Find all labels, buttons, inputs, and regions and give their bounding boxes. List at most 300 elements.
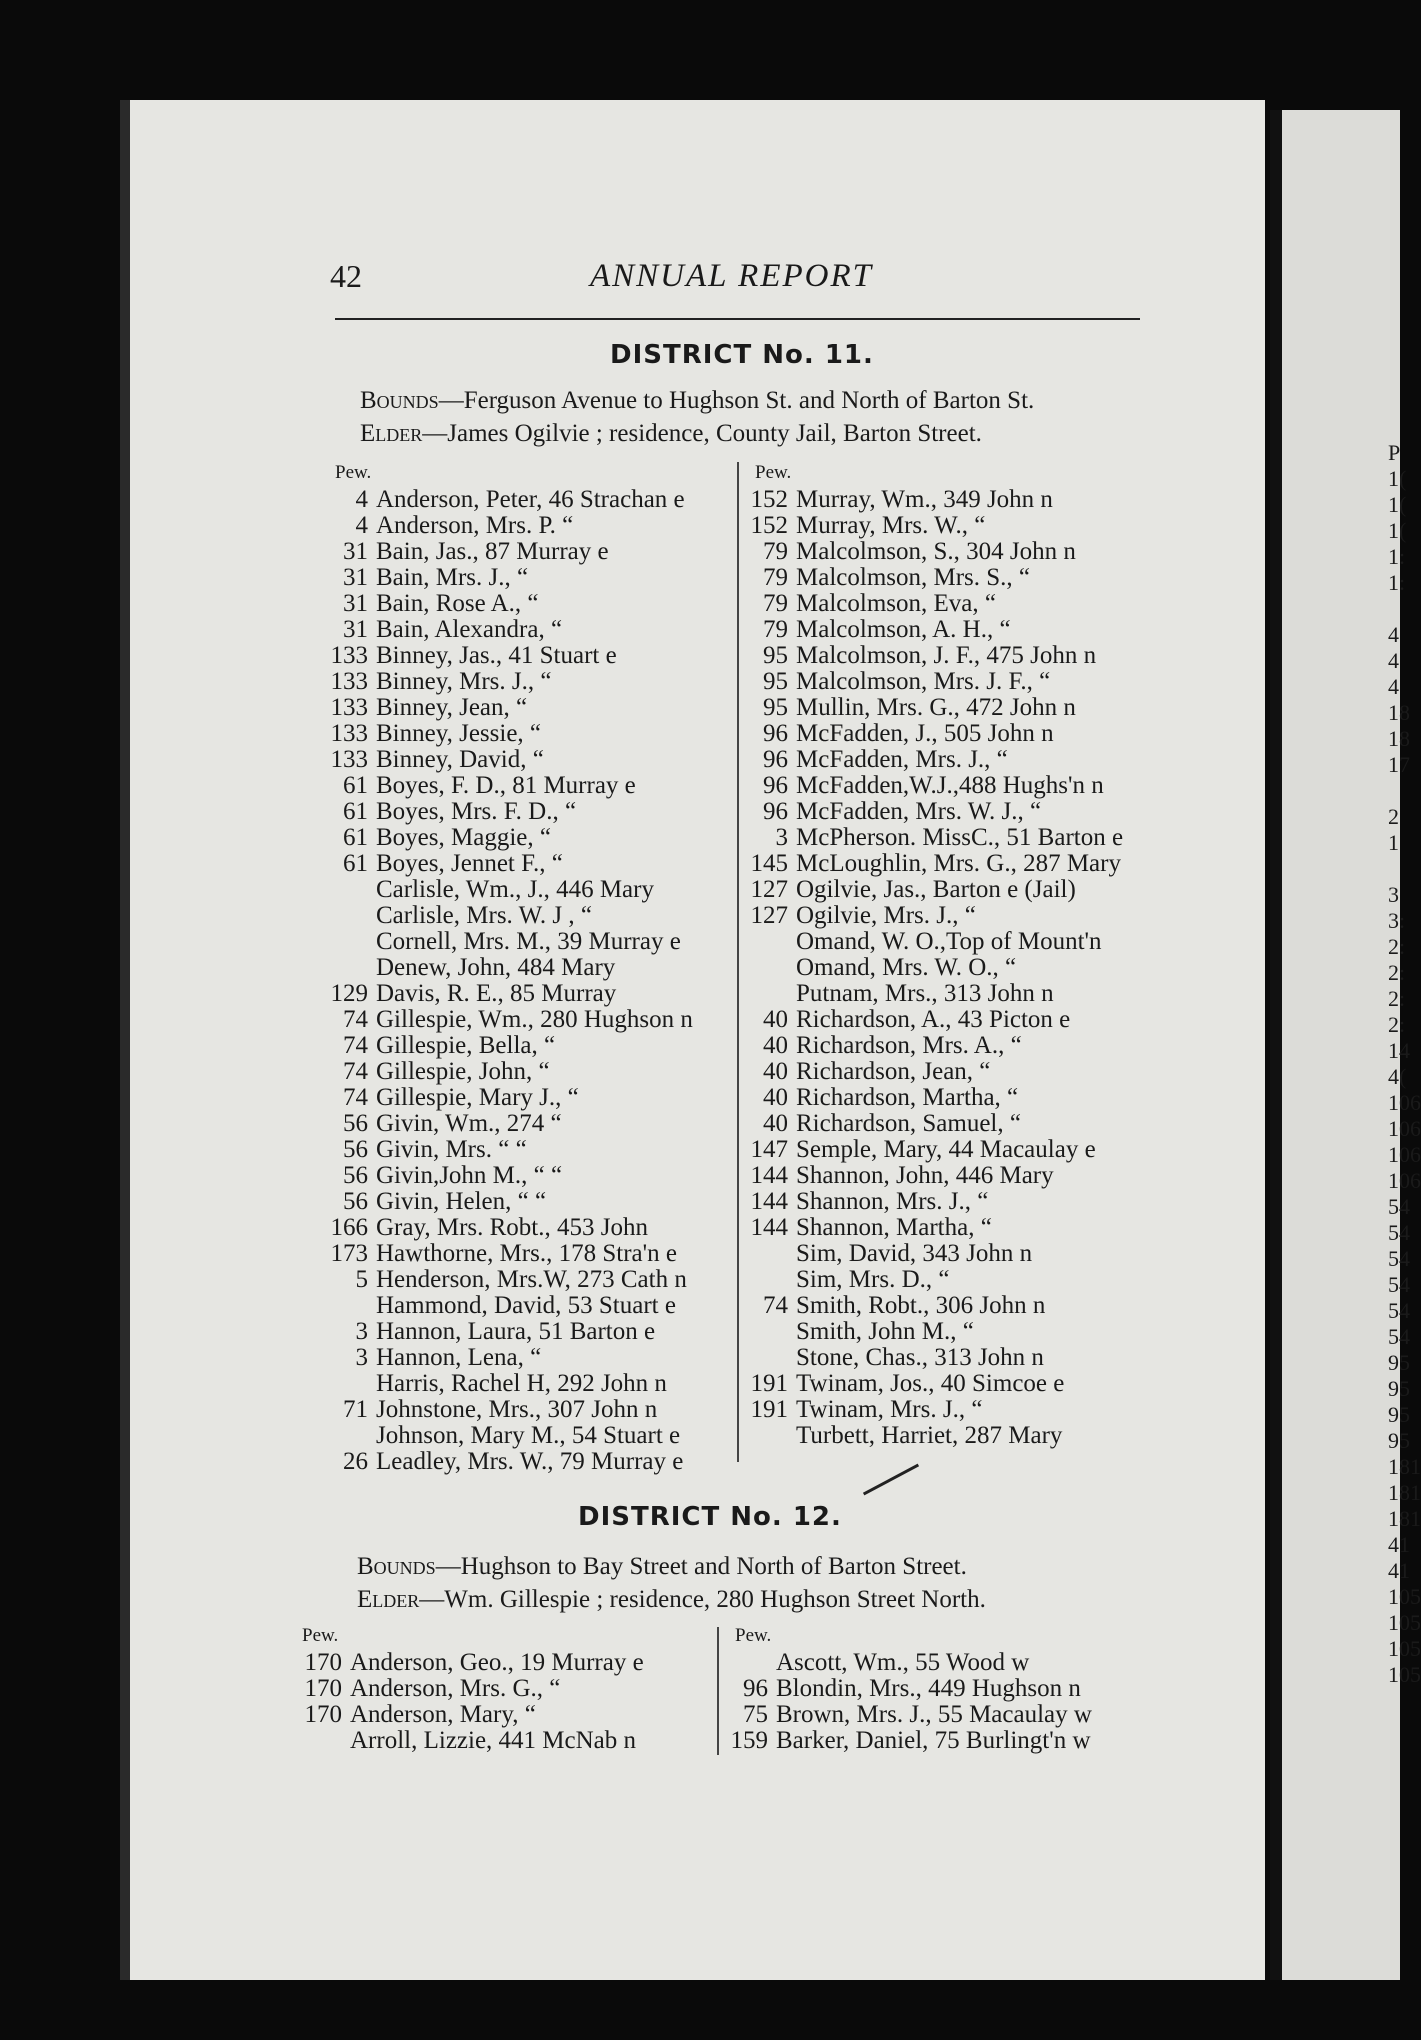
- member-entry: McFadden, J., 505 John n: [796, 720, 1054, 747]
- member-entry: Richardson, Martha, “: [796, 1084, 1019, 1111]
- district-12-title: DISTRICT No. 12.: [578, 1502, 842, 1532]
- member-entry: Cornell, Mrs. M., 39 Murray e: [376, 928, 681, 955]
- list-item: [320, 929, 681, 955]
- list-item: [740, 981, 1054, 1007]
- pew-number: 74: [343, 1058, 368, 1085]
- list-item: [294, 1702, 536, 1728]
- list-item: [320, 903, 592, 929]
- member-entry: Hannon, Laura, 51 Barton e: [376, 1318, 656, 1345]
- pew-number: 61: [343, 798, 368, 825]
- facing-page-fragment: 1(: [1388, 518, 1407, 543]
- facing-page-fragment: 95: [1388, 1402, 1410, 1427]
- member-entry: Richardson, Mrs. A., “: [796, 1032, 1022, 1059]
- pew-number: 145: [750, 850, 788, 877]
- list-item: [740, 1007, 1070, 1033]
- list-item: [740, 1397, 982, 1423]
- pew-number: 71: [343, 1396, 368, 1423]
- list-item: [320, 643, 617, 669]
- pew-number: 159: [730, 1727, 768, 1754]
- list-item: [740, 929, 1102, 955]
- pew-number: 170: [304, 1701, 342, 1728]
- list-item: [740, 669, 1050, 695]
- facing-page-fragment: 54: [1388, 1272, 1410, 1297]
- facing-page-fragment: 106: [1388, 1116, 1421, 1141]
- member-entry: Johnson, Mary M., 54 Stuart e: [376, 1422, 681, 1449]
- list-item: [320, 617, 562, 643]
- list-item: [320, 591, 539, 617]
- member-entry: Anderson, Mrs. G., “: [350, 1675, 561, 1702]
- list-item: [294, 1728, 636, 1754]
- facing-page-fragment: 95: [1388, 1350, 1410, 1375]
- facing-page-fragment: 106: [1388, 1168, 1421, 1193]
- member-entry: Stone, Chas., 313 John n: [796, 1344, 1044, 1371]
- pew-number: 191: [750, 1396, 788, 1423]
- column-divider: [717, 1627, 719, 1755]
- list-item: [320, 1293, 676, 1319]
- member-entry: Brown, Mrs. J., 55 Macaulay w: [776, 1701, 1092, 1728]
- pew-number: 31: [343, 538, 368, 565]
- member-entry: Gillespie, Wm., 280 Hughson n: [376, 1006, 693, 1033]
- bounds-label: Bounds: [357, 1553, 436, 1580]
- pew-number: 26: [343, 1448, 368, 1475]
- facing-page-fragment: 3: [1388, 882, 1399, 907]
- elder-text: —James Ogilvie ; residence, County Jail, Barton Street.: [422, 420, 982, 447]
- facing-page: [1282, 110, 1400, 1980]
- list-item: [740, 1137, 1096, 1163]
- member-entry: Givin, Wm., 274 “: [376, 1110, 562, 1137]
- bounds-text: —Hughson to Bay Street and North of Barton Street.: [435, 1553, 967, 1580]
- facing-page-fragment: 2:: [1388, 1012, 1406, 1037]
- running-head: ANNUAL REPORT: [590, 258, 873, 294]
- list-item: [320, 1163, 562, 1189]
- facing-page-fragment: 1:: [1388, 570, 1406, 595]
- list-item: [740, 1345, 1044, 1371]
- page-number: 42: [330, 258, 362, 294]
- member-entry: Malcolmson, S., 304 John n: [796, 538, 1076, 565]
- member-entry: Bain, Jas., 87 Murray e: [376, 538, 609, 565]
- list-item: [740, 1319, 974, 1345]
- member-entry: Murray, Wm., 349 John n: [796, 486, 1053, 513]
- list-item: [320, 851, 563, 877]
- facing-page-fragment: 1(: [1388, 466, 1407, 491]
- list-item: [320, 1189, 546, 1215]
- pew-number: 144: [750, 1162, 788, 1189]
- facing-page-fragment: 181: [1388, 1454, 1421, 1479]
- pew-number: 79: [763, 564, 788, 591]
- list-item: [320, 1371, 667, 1397]
- pew-number: 56: [343, 1110, 368, 1137]
- member-entry: Sim, Mrs. D., “: [796, 1266, 950, 1293]
- list-item: [740, 1085, 1018, 1111]
- facing-page-fragment: 54: [1388, 1194, 1410, 1219]
- member-entry: Johnstone, Mrs., 307 John n: [376, 1396, 658, 1423]
- facing-page-fragment: 2:: [1388, 934, 1406, 959]
- elder-label: Elder: [357, 1586, 420, 1613]
- pew-number: 96: [763, 746, 788, 773]
- facing-page-fragment: 4: [1388, 648, 1399, 673]
- facing-page-fragment: 2: [1388, 804, 1399, 829]
- member-entry: Richardson, Jean, “: [796, 1058, 991, 1085]
- list-item: [320, 1397, 657, 1423]
- member-entry: Denew, John, 484 Mary: [376, 954, 616, 981]
- member-entry: Omand, Mrs. W. O., “: [796, 954, 1017, 981]
- pew-number: 96: [763, 720, 788, 747]
- member-entry: Omand, W. O.,Top of Mount'n: [796, 928, 1102, 955]
- list-item: [740, 591, 996, 617]
- list-item: [320, 539, 609, 565]
- facing-page-fragment: 1(: [1388, 492, 1407, 517]
- list-item: [740, 1241, 1032, 1267]
- book-gutter: [1270, 110, 1282, 1980]
- member-entry: Gillespie, John, “: [376, 1058, 550, 1085]
- member-entry: Gillespie, Mary J., “: [376, 1084, 579, 1111]
- pew-number: 75: [743, 1701, 768, 1728]
- list-item: [320, 1215, 648, 1241]
- list-item: [320, 513, 573, 539]
- list-item: [740, 1371, 1064, 1397]
- list-item: [320, 773, 636, 799]
- member-entry: Smith, John M., “: [796, 1318, 974, 1345]
- pew-number: 3: [355, 1344, 368, 1371]
- member-entry: Ascott, Wm., 55 Wood w: [776, 1649, 1030, 1676]
- facing-page-fragment: 105: [1388, 1636, 1421, 1661]
- list-item: [320, 955, 615, 981]
- pew-number: 152: [750, 512, 788, 539]
- list-item: [740, 1293, 1045, 1319]
- facing-page-fragment: 106: [1388, 1090, 1421, 1115]
- list-item: [740, 1267, 949, 1293]
- member-entry: Boyes, Mrs. F. D., “: [376, 798, 577, 825]
- list-item: [320, 1007, 693, 1033]
- district-11-title: DISTRICT No. 11.: [610, 340, 874, 370]
- facing-page-fragment: 54: [1388, 1324, 1410, 1349]
- pew-number: 133: [330, 720, 368, 747]
- list-item: [740, 825, 1123, 851]
- list-item: [740, 799, 1041, 825]
- member-entry: Sim, David, 343 John n: [796, 1240, 1033, 1267]
- facing-page-fragment: 41: [1388, 1532, 1410, 1557]
- member-entry: Semple, Mary, 44 Macaulay e: [796, 1136, 1096, 1163]
- list-item: [320, 487, 685, 513]
- facing-page-fragment: 41: [1388, 1558, 1410, 1583]
- pew-number: 74: [343, 1084, 368, 1111]
- member-entry: Anderson, Peter, 46 Strachan e: [376, 486, 685, 513]
- list-item: [740, 877, 1076, 903]
- pew-number: 96: [743, 1675, 768, 1702]
- pew-number: 61: [343, 850, 368, 877]
- member-entry: Hannon, Lena, “: [376, 1344, 542, 1371]
- pew-number: 31: [343, 564, 368, 591]
- pew-number: 40: [763, 1084, 788, 1111]
- pew-number: 40: [763, 1110, 788, 1137]
- pew-number: 61: [343, 824, 368, 851]
- pew-number: 5: [355, 1266, 368, 1293]
- pew-number: 56: [343, 1136, 368, 1163]
- member-entry: Malcolmson, Mrs. S., “: [796, 564, 1031, 591]
- member-entry: Hawthorne, Mrs., 178 Stra'n e: [376, 1240, 677, 1267]
- pew-number: 133: [330, 746, 368, 773]
- facing-page-fragment: 4: [1388, 674, 1399, 699]
- pew-number: 147: [750, 1136, 788, 1163]
- member-entry: Bain, Mrs. J., “: [376, 564, 529, 591]
- member-entry: McFadden, Mrs. J., “: [796, 746, 1008, 773]
- member-entry: Ogilvie, Mrs. J., “: [796, 902, 976, 929]
- member-entry: Shannon, John, 446 Mary: [796, 1162, 1054, 1189]
- list-item: [320, 1319, 655, 1345]
- district-11-bounds: [360, 387, 1034, 415]
- member-entry: Davis, R. E., 85 Murray: [376, 980, 617, 1007]
- pew-number: 144: [750, 1188, 788, 1215]
- pew-header-right: Pew.: [755, 462, 792, 483]
- list-item: [320, 1345, 541, 1371]
- member-entry: Binney, Jean, “: [376, 694, 528, 721]
- list-item: [294, 1650, 644, 1676]
- pew-number: 133: [330, 668, 368, 695]
- member-entry: Bain, Rose A., “: [376, 590, 539, 617]
- facing-page-fragment: 95: [1388, 1428, 1410, 1453]
- facing-page-fragment: 1:: [1388, 544, 1406, 569]
- member-entry: Hammond, David, 53 Stuart e: [376, 1292, 676, 1319]
- member-entry: Malcolmson, Eva, “: [796, 590, 996, 617]
- member-entry: Twinam, Mrs. J., “: [796, 1396, 983, 1423]
- list-item: [740, 617, 1011, 643]
- pew-number: 31: [343, 590, 368, 617]
- pew-number: 152: [750, 486, 788, 513]
- list-item: [740, 721, 1054, 747]
- member-entry: Turbett, Harriet, 287 Mary: [796, 1422, 1063, 1449]
- pew-number: 96: [763, 798, 788, 825]
- list-item: [740, 903, 976, 929]
- member-entry: Anderson, Geo., 19 Murray e: [350, 1649, 644, 1676]
- pew-number: 173: [330, 1240, 368, 1267]
- list-item: [740, 773, 1104, 799]
- list-item: [720, 1728, 1091, 1754]
- book-page: [120, 100, 1265, 1980]
- pew-number: 166: [330, 1214, 368, 1241]
- pew-number: 95: [763, 694, 788, 721]
- member-entry: Harris, Rachel H, 292 John n: [376, 1370, 667, 1397]
- pew-number: 127: [750, 876, 788, 903]
- pew-number: 56: [343, 1162, 368, 1189]
- member-entry: Leadley, Mrs. W., 79 Murray e: [376, 1448, 684, 1475]
- member-entry: Malcolmson, J. F., 475 John n: [796, 642, 1097, 669]
- list-item: [320, 825, 551, 851]
- list-item: [320, 1137, 527, 1163]
- member-entry: Malcolmson, A. H., “: [796, 616, 1011, 643]
- list-item: [740, 513, 985, 539]
- pew-number: 61: [343, 772, 368, 799]
- elder-label: Elder: [360, 420, 423, 447]
- list-item: [320, 1423, 680, 1449]
- facing-page-fragment: 3:: [1388, 908, 1406, 933]
- pew-number: 79: [763, 538, 788, 565]
- facing-page-fragment: 181: [1388, 1480, 1421, 1505]
- member-entry: Anderson, Mary, “: [350, 1701, 536, 1728]
- pew-number: 133: [330, 694, 368, 721]
- pew-header-left: Pew.: [302, 1625, 339, 1646]
- elder-text: —Wm. Gillespie ; residence, 280 Hughson Street North.: [419, 1586, 986, 1613]
- facing-page-fragment: 105: [1388, 1610, 1421, 1635]
- member-entry: Binney, Jessie, “: [376, 720, 542, 747]
- list-item: [320, 1033, 555, 1059]
- facing-page-fragment: 54: [1388, 1246, 1410, 1271]
- pew-number: 3: [355, 1318, 368, 1345]
- facing-page-fragment: 2:: [1388, 960, 1406, 985]
- list-item: [320, 981, 616, 1007]
- pew-header-left: Pew.: [335, 462, 372, 483]
- member-entry: Anderson, Mrs. P. “: [376, 512, 574, 539]
- list-item: [320, 1241, 677, 1267]
- member-entry: McFadden,W.J.,488 Hughs'n n: [796, 772, 1104, 799]
- list-item: [720, 1702, 1092, 1728]
- list-item: [320, 1449, 683, 1475]
- pew-header-right: Pew.: [735, 1625, 772, 1646]
- list-item: [740, 1033, 1022, 1059]
- member-entry: Arroll, Lizzie, 441 McNab n: [350, 1727, 637, 1754]
- facing-page-fragment: 105: [1388, 1584, 1421, 1609]
- pew-number: 96: [763, 772, 788, 799]
- header-rule: [335, 318, 1140, 320]
- facing-page-fragment: 106: [1388, 1142, 1421, 1167]
- member-entry: Binney, Mrs. J., “: [376, 668, 552, 695]
- member-entry: Binney, Jas., 41 Stuart e: [376, 642, 617, 669]
- facing-page-fragment: 1: [1388, 830, 1399, 855]
- member-entry: Malcolmson, Mrs. J. F., “: [796, 668, 1051, 695]
- member-entry: Henderson, Mrs.W, 273 Cath n: [376, 1266, 687, 1293]
- facing-page-fragment: 18: [1388, 726, 1410, 751]
- member-entry: Carlisle, Mrs. W. J , “: [376, 902, 592, 929]
- list-item: [740, 1189, 988, 1215]
- member-entry: Richardson, Samuel, “: [796, 1110, 1021, 1137]
- list-item: [740, 1059, 990, 1085]
- list-item: [320, 877, 654, 903]
- list-item: [320, 565, 528, 591]
- pew-number: 170: [304, 1649, 342, 1676]
- pew-number: 4: [355, 512, 368, 539]
- facing-page-fragment: 2:: [1388, 986, 1406, 1011]
- member-entry: Shannon, Mrs. J., “: [796, 1188, 989, 1215]
- list-item: [740, 1163, 1054, 1189]
- member-entry: McPherson. MissC., 51 Barton e: [796, 824, 1124, 851]
- member-entry: Gray, Mrs. Robt., 453 John: [376, 1214, 648, 1241]
- pew-number: 95: [763, 642, 788, 669]
- list-item: [740, 643, 1096, 669]
- facing-page-fragment: 54: [1388, 1298, 1410, 1323]
- member-entry: Mullin, Mrs. G., 472 John n: [796, 694, 1076, 721]
- pew-number: 191: [750, 1370, 788, 1397]
- pew-number: 79: [763, 590, 788, 617]
- list-item: [320, 1267, 687, 1293]
- facing-page-fragment: 4: [1388, 622, 1399, 647]
- pew-number: 4: [355, 486, 368, 513]
- list-item: [740, 565, 1030, 591]
- facing-page-fragment: 105: [1388, 1662, 1421, 1687]
- member-entry: Richardson, A., 43 Picton e: [796, 1006, 1071, 1033]
- facing-page-fragment: 95: [1388, 1376, 1410, 1401]
- facing-page-fragment: 17: [1388, 752, 1410, 777]
- bounds-label: Bounds: [360, 387, 439, 414]
- district-12-elder: [357, 1586, 986, 1614]
- member-entry: Gillespie, Bella, “: [376, 1032, 556, 1059]
- list-item: [720, 1650, 1029, 1676]
- list-item: [740, 747, 1008, 773]
- list-item: [320, 669, 551, 695]
- list-item: [740, 487, 1053, 513]
- list-item: [320, 747, 544, 773]
- district-12-bounds: [357, 1553, 967, 1581]
- member-entry: Shannon, Martha, “: [796, 1214, 992, 1241]
- member-entry: Bain, Alexandra, “: [376, 616, 563, 643]
- district-11-elder: [360, 420, 982, 448]
- member-entry: Binney, David, “: [376, 746, 544, 773]
- list-item: [320, 1059, 550, 1085]
- list-item: [320, 1111, 562, 1137]
- facing-page-fragment: 54: [1388, 1220, 1410, 1245]
- pew-number: 74: [343, 1006, 368, 1033]
- pew-number: 133: [330, 642, 368, 669]
- member-entry: Givin,John M., “ “: [376, 1162, 563, 1189]
- list-item: [320, 799, 576, 825]
- facing-page-fragment: 14: [1388, 1038, 1410, 1063]
- list-item: [720, 1676, 1081, 1702]
- list-item: [740, 955, 1016, 981]
- list-item: [740, 539, 1076, 565]
- member-entry: McLoughlin, Mrs. G., 287 Mary: [796, 850, 1121, 877]
- member-entry: Barker, Daniel, 75 Burlingt'n w: [776, 1727, 1091, 1754]
- member-entry: Murray, Mrs. W., “: [796, 512, 986, 539]
- pew-number: 129: [330, 980, 368, 1007]
- member-entry: Givin, Helen, “ “: [376, 1188, 547, 1215]
- list-item: [740, 695, 1076, 721]
- facing-page-fragment: 181: [1388, 1506, 1421, 1531]
- pew-number: 40: [763, 1006, 788, 1033]
- pew-number: 144: [750, 1214, 788, 1241]
- list-item: [294, 1676, 560, 1702]
- member-entry: Boyes, Maggie, “: [376, 824, 551, 851]
- pew-number: 31: [343, 616, 368, 643]
- member-entry: Boyes, F. D., 81 Murray e: [376, 772, 636, 799]
- member-entry: Putnam, Mrs., 313 John n: [796, 980, 1054, 1007]
- facing-page-fragment: 4(: [1388, 1064, 1407, 1089]
- facing-page-fragment: 18: [1388, 700, 1410, 725]
- list-item: [740, 1215, 992, 1241]
- pew-number: 40: [763, 1032, 788, 1059]
- list-item: [740, 1423, 1062, 1449]
- bounds-text: —Ferguson Avenue to Hughson St. and North of Barton St.: [438, 387, 1035, 414]
- list-item: [740, 851, 1121, 877]
- pew-number: 74: [763, 1292, 788, 1319]
- list-item: [320, 1085, 579, 1111]
- facing-page-fragment: P: [1388, 440, 1401, 465]
- pew-number: 74: [343, 1032, 368, 1059]
- pew-number: 3: [775, 824, 788, 851]
- list-item: [320, 721, 541, 747]
- pew-number: 95: [763, 668, 788, 695]
- member-entry: Carlisle, Wm., J., 446 Mary: [376, 876, 654, 903]
- pew-number: 170: [304, 1675, 342, 1702]
- list-item: [740, 1111, 1021, 1137]
- member-entry: Ogilvie, Jas., Barton e (Jail): [796, 876, 1076, 903]
- pew-number: 40: [763, 1058, 788, 1085]
- member-entry: Smith, Robt., 306 John n: [796, 1292, 1046, 1319]
- pew-number: 79: [763, 616, 788, 643]
- member-entry: Givin, Mrs. “ “: [376, 1136, 527, 1163]
- pew-number: 56: [343, 1188, 368, 1215]
- member-entry: Twinam, Jos., 40 Simcoe e: [796, 1370, 1065, 1397]
- list-item: [320, 695, 527, 721]
- column-divider: [737, 462, 739, 1462]
- pew-number: 127: [750, 902, 788, 929]
